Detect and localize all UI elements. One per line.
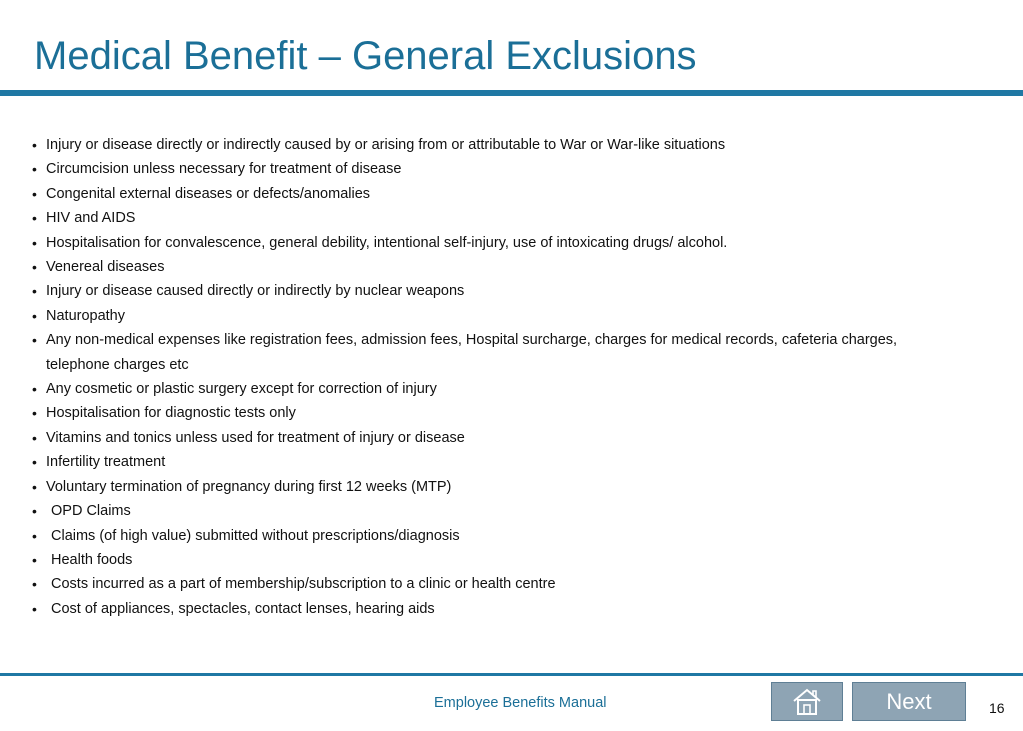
next-button[interactable]: Next (852, 682, 966, 721)
footer-manual-title: Employee Benefits Manual (434, 695, 607, 711)
list-item: • Venereal diseases (32, 255, 962, 279)
bullet-icon: • (32, 259, 37, 276)
list-item: • Claims (of high value) submitted without prescriptions/diagnosis (32, 524, 962, 548)
bullet-icon: • (32, 551, 37, 568)
bullet-icon: • (32, 527, 37, 544)
title-divider (0, 90, 1023, 96)
bullet-icon: • (32, 234, 37, 251)
list-item: • Costs incurred as a part of membership/subscription to a clinic or health centre (32, 572, 962, 596)
list-item: • Cost of appliances, spectacles, contact lenses, hearing aids (32, 597, 962, 621)
list-item: • Any cosmetic or plastic surgery except for correction of injury (32, 377, 962, 401)
bullet-icon: • (32, 454, 37, 471)
list-item: • Hospitalisation for diagnostic tests only (32, 401, 962, 425)
bullet-icon: • (32, 576, 37, 593)
list-item: • Naturopathy (32, 304, 962, 328)
bullet-icon: • (32, 429, 37, 446)
bullet-icon: • (32, 210, 37, 227)
bullet-icon: • (32, 503, 37, 520)
slide-title: Medical Benefit – General Exclusions (34, 34, 697, 78)
bullet-icon: • (32, 600, 37, 617)
footer-divider (0, 673, 1023, 676)
list-item: • Injury or disease directly or indirectly caused by or arising from or attributable to War or War-like situations (32, 133, 962, 157)
list-item: • HIV and AIDS (32, 206, 962, 230)
list-item: • Vitamins and tonics unless used for treatment of injury or disease (32, 426, 962, 450)
list-item: • OPD Claims (32, 499, 962, 523)
list-item: • Congenital external diseases or defects/anomalies (32, 182, 962, 206)
bullet-icon: • (32, 185, 37, 202)
bullet-icon: • (32, 381, 37, 398)
list-item: • Health foods (32, 548, 962, 572)
list-item: • Circumcision unless necessary for treatment of disease (32, 157, 962, 181)
bullet-icon: • (32, 332, 37, 349)
list-item: • Voluntary termination of pregnancy during first 12 weeks (MTP) (32, 475, 962, 499)
bullet-icon: • (32, 161, 37, 178)
list-item: • Any non-medical expenses like registration fees, admission fees, Hospital surcharge, charges for medical records, cafeteria charges, telephone charges etc (32, 328, 962, 377)
home-button[interactable] (771, 682, 843, 721)
bullet-icon: • (32, 137, 37, 153)
list-item: • Hospitalisation for convalescence, general debility, intentional self-injury, use of intoxicating drugs/ alcohol. (32, 231, 962, 255)
bullet-icon: • (32, 307, 37, 324)
list-item: • Infertility treatment (32, 450, 962, 474)
bullet-icon: • (32, 405, 37, 422)
exclusions-list (32, 133, 962, 621)
page-number: 16 (989, 700, 1005, 716)
bullet-icon: • (32, 478, 37, 495)
list-item: • Injury or disease caused directly or indirectly by nuclear weapons (32, 279, 962, 303)
bullet-icon: • (32, 283, 37, 300)
home-icon (791, 687, 823, 717)
